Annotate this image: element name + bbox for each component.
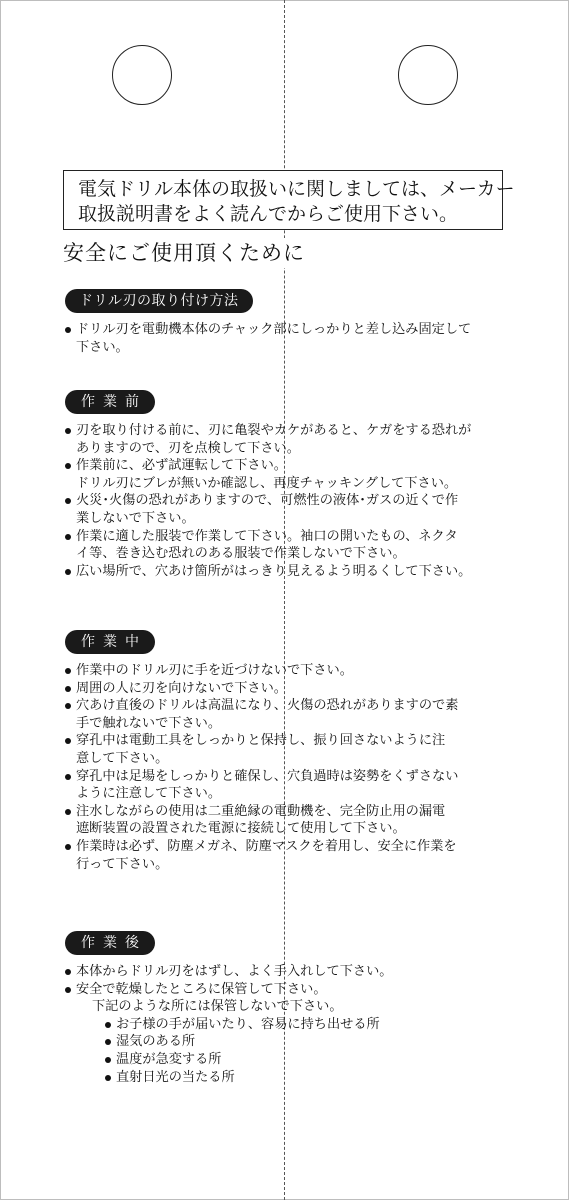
bullet-icon	[65, 668, 71, 674]
item-text: ドリル刃を電動機本体のチャック部にしっかりと差し込み固定して	[76, 322, 472, 337]
bullet-icon	[65, 569, 71, 575]
item-list	[64, 422, 514, 580]
item-text: 手で触れないで下さい。	[76, 715, 222, 731]
item-text: 周囲の人に刃を向けないで下さい。	[76, 680, 287, 696]
hang-hole-left	[112, 45, 172, 105]
bullet-icon	[65, 686, 71, 692]
list-item	[64, 680, 514, 698]
notice-line: 取扱説明書をよく読んでからご使用下さい。	[78, 203, 459, 225]
bullet-icon	[65, 534, 71, 540]
item-text: 注水しながらの使用は二重絶縁の電動機を、完全防止用の漏電	[76, 803, 446, 819]
bullet-icon	[65, 809, 71, 815]
bullet-icon	[105, 1022, 111, 1028]
section-heading: 作業後	[65, 931, 155, 955]
bullet-icon	[105, 1039, 111, 1045]
list-item	[64, 768, 514, 803]
sub-list-item	[64, 1051, 514, 1069]
list-item	[64, 528, 514, 563]
bullet-icon	[65, 498, 71, 504]
item-text: 穴あけ直後のドリルは高温になり、火傷の恐れがありますので素	[76, 698, 459, 714]
bullet-icon	[65, 428, 71, 434]
list-item	[64, 803, 514, 838]
sub-item-text: 湿気のある所	[116, 1034, 196, 1050]
section-heading: 作業中	[65, 630, 155, 654]
section-heading: ドリル刃の取り付け方法	[65, 289, 253, 313]
list-item	[64, 457, 514, 492]
item-text: 火災･火傷の恐れがありますので、可燃性の液体･ガスの近くで作	[76, 493, 459, 509]
bullet-icon	[65, 844, 71, 850]
item-text: 作業中のドリル刃に手を近づけないで下さい。	[76, 663, 353, 678]
item-text: イ等、巻き込む恐れのある服装で作業しないで下さい。	[76, 546, 406, 562]
manual-notice-box	[63, 170, 515, 230]
item-text: 刃を取り付ける前に、刃に亀裂やカケがあると、ケガをする恐れが	[76, 423, 472, 438]
list-item	[64, 732, 514, 767]
sub-list-item	[64, 1069, 514, 1087]
list-item	[64, 697, 514, 732]
sub-list-item	[64, 1033, 514, 1051]
item-text: 意して下さい。	[76, 750, 169, 766]
sub-item-text: お子様の手が届いたり、容易に持ち出せる所	[116, 1016, 380, 1032]
item-text: 作業に適した服装で作業して下さい。袖口の開いたもの、ネクタ	[76, 528, 458, 544]
list-item	[64, 662, 514, 680]
bullet-icon	[65, 774, 71, 780]
item-list	[64, 963, 514, 1086]
sub-item-text: 温度が急変する所	[116, 1051, 222, 1067]
item-text: 穿孔中は電動工具をしっかりと保持し、振り回さないように注	[76, 733, 446, 749]
list-item	[64, 422, 514, 457]
list-item	[64, 963, 514, 981]
sub-list-item	[64, 1016, 514, 1034]
bullet-icon	[65, 969, 71, 975]
item-text: ドリル刃にブレが無いか確認し、再度チャッキングして下さい。	[76, 475, 458, 491]
list-item	[64, 981, 514, 999]
page-title: 安全にご使用頂くために	[63, 238, 305, 268]
bullet-icon	[65, 463, 71, 469]
list-item	[64, 321, 514, 356]
list-item	[64, 838, 514, 873]
hang-hole-right	[398, 45, 458, 105]
item-text: 安全で乾燥したところに保管して下さい。	[76, 981, 327, 997]
item-list	[64, 321, 514, 356]
item-text: ありますので、刃を点検して下さい。	[76, 440, 300, 456]
item-text: 遮断装置の設置された電源に接続して使用して下さい。	[76, 821, 406, 837]
item-text: 穿孔中は足場をしっかりと確保し、穴負過時は姿勢をくずさない	[76, 768, 459, 784]
list-item	[64, 492, 514, 527]
item-text: 本体からドリル刃をはずし、よく手入れして下さい。	[76, 964, 393, 979]
bullet-icon	[105, 1057, 111, 1063]
item-text: 作業時は必ず、防塵メガネ、防塵マスクを着用し、安全に作業を	[76, 838, 457, 854]
bullet-icon	[65, 703, 71, 709]
item-text: 下さい。	[76, 339, 129, 355]
bullet-icon	[65, 327, 71, 333]
item-text: 業しないで下さい。	[76, 510, 195, 526]
item-list	[64, 662, 514, 873]
item-text: ように注意して下さい。	[76, 786, 222, 802]
bullet-icon	[105, 1075, 111, 1081]
item-text: 作業前に、必ず試運転して下さい。	[76, 458, 287, 474]
section-heading: 作業前	[65, 390, 155, 414]
item-text: 行って下さい。	[76, 856, 169, 872]
item-text: 広い場所で、穴あけ箇所がはっきり見えるよう明るくして下さい。	[76, 563, 472, 579]
storage-note: 下記のような所には保管しないで下さい。	[92, 999, 343, 1015]
sub-item-text: 直射日光の当たる所	[116, 1069, 235, 1085]
notice-line: 電気ドリル本体の取扱いに関しましては、メーカー	[78, 178, 515, 200]
bullet-icon	[65, 738, 71, 744]
list-item	[64, 563, 514, 581]
bullet-icon	[65, 987, 71, 993]
